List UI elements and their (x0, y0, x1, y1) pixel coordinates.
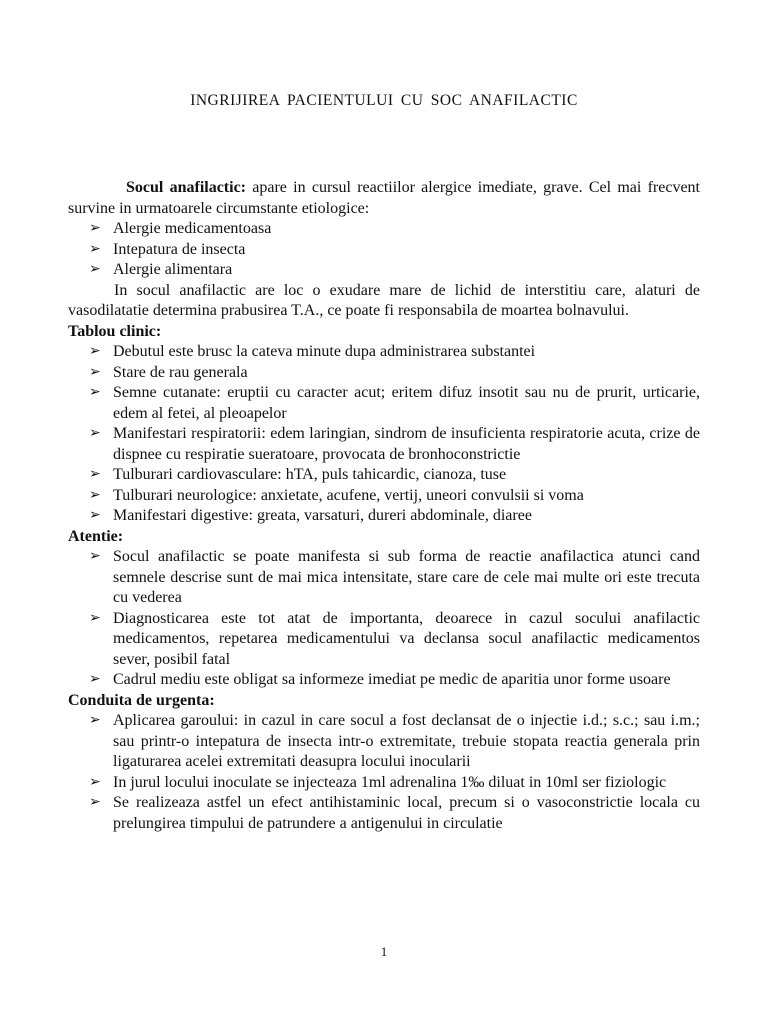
mechanism-paragraph: In socul anafilactic are loc o exudare mare de lichid de interstitiu care, alaturi de vasodilatatie determina prabusirea T.A., ce poate fi responsabila de moartea bolnavului. (68, 281, 700, 319)
list-item: ➢ Manifestari respiratorii: edem laringian, sindrom de insuficienta respiratorie acuta, crize de dispnee cu respiratie sueratoare, provocata de bronhoconstrictie (89, 425, 700, 463)
list-item: ➢ Socul anafilactic se poate manifesta si sub forma de reactie anafilactica atunci cand semnele descrise sunt de mai mica intensitate, stare care de cele mai multe ori este trecuta cu vederea (89, 548, 700, 606)
intro-paragraph (68, 178, 700, 219)
list-item: ➢ Debutul este brusc la cateva minute dupa administrarea substantei (68, 342, 700, 363)
arrow-bullet-icon: ➢ (89, 364, 101, 380)
arrow-bullet-icon: ➢ (89, 344, 101, 359)
list-item: ➢ Manifestari digestive: greata, varsaturi, dureri abdominale, diaree (68, 506, 700, 527)
list-item: ➢ In jurul locului inoculate se injecteaza 1ml adrenalina 1‰ diluat in 10ml ser fiziologic (68, 773, 700, 794)
list-item: ➢ Tulburari cardiovasculare: hTA, puls tahicardic, cianoza, tuse (68, 465, 700, 486)
list-item: ➢ Se realizeaza astfel un efect antihistaminic local, precum si o vasoconstrictie locala cu prelungirea timpului de patrundere a antigenului in circulatie (89, 794, 700, 832)
clinic-list (68, 342, 700, 527)
arrow-bullet-icon: ➢ (89, 241, 101, 257)
section-heading-tablou-clinic: Tablou clinic: (68, 322, 162, 340)
list-item: ➢ Alergie medicamentoasa (68, 219, 700, 240)
arrow-bullet-icon: ➢ (89, 610, 101, 626)
list-item: ➢ Semne cutanate: eruptii cu caracter acut; eritem difuz insotit sau nu de prurit, urticarie, edem al fetei, al pleoapelor (89, 384, 700, 422)
arrow-bullet-icon: ➢ (89, 487, 101, 503)
list-item: ➢ Aplicarea garoului: in cazul in care socul a fost declansat de o injectie i.d.; s.c.; sau i.m.; sau printr-o intepatura de insecta intr-o extremitate, trebuie stopata reactia generala prin ligaturarea acelei extremitati deasupra locului inocularii (89, 712, 700, 770)
list-item: ➢ Tulburari neurologice: anxietate, acufene, vertij, uneori convulsii si voma (68, 486, 700, 507)
list-item: ➢ Intepatura de insecta (68, 240, 700, 261)
arrow-bullet-icon: ➢ (89, 672, 101, 687)
atentie-list (68, 547, 700, 691)
list-item: ➢ Alergie alimentara (68, 260, 700, 281)
section-heading-conduita-de-urgenta: Conduita de urgenta: (68, 691, 215, 709)
arrow-bullet-icon: ➢ (89, 262, 101, 277)
list-item: ➢ Stare de rau generala (68, 363, 700, 384)
list-item: ➢ Cadrul mediu este obligat sa informeze imediat pe medic de aparitia unor forme usoare (68, 670, 700, 691)
page-number: 1 (380, 944, 388, 959)
arrow-bullet-icon: ➢ (89, 549, 101, 564)
page-title: INGRIJIREA PACIENTULUI CU SOC ANAFILACTIC (190, 92, 578, 109)
arrow-bullet-icon: ➢ (89, 426, 101, 441)
arrow-bullet-icon: ➢ (89, 467, 101, 482)
document-body (68, 178, 700, 834)
section-heading-atentie: Atentie: (68, 527, 124, 545)
list-item: ➢ Diagnosticarea este tot atat de importanta, deoarece in cazul socului anafilactic medicamentos, repetarea medicamentului va declansa socul anafilactic medicamentos sever, posibil fatal (89, 609, 700, 668)
intro-label: Socul anafilactic: (126, 179, 247, 196)
arrow-bullet-icon: ➢ (89, 795, 101, 810)
intro-text: apare in cursul reactiilor alergice imediate, grave. Cel mai frecvent survine in urmatoarele circumstante etiologice: (68, 179, 700, 217)
arrow-bullet-icon: ➢ (89, 385, 101, 400)
arrow-bullet-icon: ➢ (89, 713, 101, 728)
arrow-bullet-icon: ➢ (89, 508, 101, 523)
arrow-bullet-icon: ➢ (89, 221, 101, 236)
arrow-bullet-icon: ➢ (89, 774, 101, 790)
urgenta-list (68, 711, 700, 834)
causes-list (68, 219, 700, 281)
